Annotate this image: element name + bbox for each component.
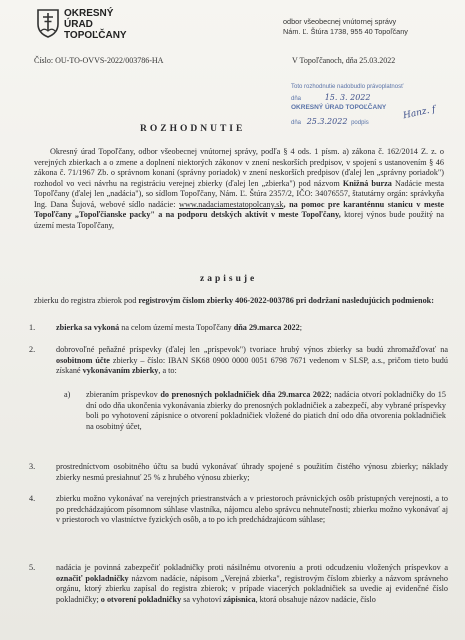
- department-name: odbor všeobecnej vnútornej správy: [283, 17, 397, 26]
- condition-bold: zbierka sa vykoná: [56, 323, 120, 332]
- condition-text: , a to:: [158, 366, 177, 375]
- condition-text: , ktorá obsahuje názov nadácie, číslo: [255, 594, 376, 604]
- case-number: Číslo: OU-TO-OVVS-2022/003786-HA: [34, 56, 164, 65]
- condition-item-5: [56, 563, 448, 605]
- intro-paragraph: [34, 147, 444, 231]
- condition-text: dobrovoľné peňažné príspevky (ďalej len „príspevok") tvoriace hrubý výnos zbierky sa budú zhromažďovať na: [56, 345, 448, 354]
- stamp-line: Toto rozhodnutie nadobudlo právoplatnosť: [291, 84, 404, 90]
- item-number: 4.: [29, 494, 36, 503]
- condition-text: ; nadácia otvorí pokladničky do 15 dní odo dňa ukončenia vykonávania zbierky do prenosných pokladničiek a zabezpečí, aby vybrané príspevky boli po vyhotovení zápisnice o otvorení pokladničiek vložené do piatich dní odo dňa otvorenia pokladničiek na osobitný účet,: [86, 390, 446, 431]
- office-line: ÚRAD: [64, 19, 93, 30]
- document-title: ROZHODNUTIE: [140, 124, 246, 134]
- item-number: 2.: [29, 345, 36, 354]
- stamp-handwritten-date: 25.3.2022: [306, 117, 348, 126]
- condition-text: ;: [299, 323, 303, 332]
- condition-bold: do prenosných pokladničiek dňa 29.marca 2022: [160, 390, 330, 399]
- intro-collection-name: Knižná burza: [342, 178, 392, 188]
- registration-number: registrovým číslom zbierky 406-2022-003786 pri dodržaní nasledujúcich podmienok:: [138, 296, 434, 305]
- stamp-line: [291, 93, 371, 102]
- stamp-handwritten-date: 15. 3. 2022: [324, 93, 371, 102]
- intro-text: ktorej výnos bude použitý na území mesta Topoľčany,: [34, 210, 444, 230]
- department-address: [283, 17, 448, 37]
- registration-paragraph: [34, 296, 444, 307]
- condition-text: zbieraním príspevkov: [86, 390, 161, 399]
- condition-text: názvom nadácie, nápisom „Verejná zbierka", registrovým číslom zbierky a názvom správneho orgánu, ktorý zbierku zapísal do registra zbierok; v prípade viacerých pokladničiek sa uvedie aj evidenčné číslo pokladničky;: [56, 573, 448, 604]
- condition-item-3: prostredníctvom osobitného účtu sa budú vykonávať úhrady spojené s použitím čistého výnosu zbierky; náklady zbierky nesmú presiahnuť 25 % z hrubého výnosu zbierky;: [56, 462, 448, 482]
- condition-text: nadácia je povinná zabezpečiť pokladničky proti násilnému otvoreniu a proti odcudzeniu vložených príspevkov a: [56, 563, 448, 572]
- condition-text: sa vyhotoví: [181, 594, 224, 604]
- intro-text: Okresný úrad Topoľčany, odbor všeobecnej vnútornej správy, podľa § 4 ods. 1 písm. a) zákona č. 162/2014 Z. z. o verejných zbierkach a o zmene a doplnení niektorých zákonov v znení neskorších predpisov, v spojení s ustanovením § 46 zákona č. 71/1967 Zb. o správnom konaní (správny poriadok) v znení neskorších predpisov (ďalej len „správny poriadok") rozhodol vo veci návrhu na registráciu verejnej zbierky (ďalej len „zbierka") pod názvom: [34, 147, 444, 188]
- intro-text: Nadácie mesta Topoľčany (ďalej len „nadácia"), so sídlom Topoľčany, Nám. Ľ. Štúra 2357/2, IČO: 34076557, štatutárny orgán: správkyňa Ing. Dana Šujová, webové sídlo nadácie:: [34, 178, 444, 209]
- stamp-prefix: dňa: [291, 120, 302, 126]
- stamp-line: [291, 117, 369, 126]
- condition-subitem-a: [86, 390, 446, 432]
- department-street: Nám. Ľ. Štúra 1738, 955 40 Topoľčany: [283, 27, 408, 36]
- office-name: [64, 8, 127, 41]
- condition-item-4: zbierku možno vykonávať na verejných priestranstvách a v priestoroch právnických osôb prístupných verejnosti, a to po predchádzajúcom písomnom súhlase vlastníka, nájomcu alebo správcu nehnuteľnosti; zbierku možno vykonávať aj v priestoroch vo vlastníctve fyzických osôb, a to po ich predchádzajúcom súhlase;: [56, 494, 448, 524]
- condition-bold: zápisnica: [223, 594, 256, 604]
- stamp-office: OKRESNÝ ÚRAD TOPOĽČANY: [291, 104, 387, 111]
- stamp-prefix: dňa: [291, 96, 302, 102]
- coat-of-arms-icon: [36, 8, 60, 38]
- foundation-website-link[interactable]: www.nadaciamestatopolcany.sk: [179, 199, 284, 209]
- condition-text: na celom území mesta Topoľčany: [119, 323, 234, 332]
- condition-item-2: [56, 345, 448, 377]
- condition-bold: vykonávaním zbierky: [82, 366, 159, 375]
- item-number: 3.: [29, 462, 36, 471]
- place-date: V Topoľčanoch, dňa 25.03.2022: [292, 56, 396, 65]
- intro-purpose: , na pomoc pre karanténnu stanicu v meste Topoľčany „Topoľčianske packy" a na podporu detských aktivít v meste Topoľčany,: [34, 199, 444, 219]
- condition-bold: označiť pokladničky: [56, 573, 129, 583]
- signature: Hanz. f: [402, 104, 437, 122]
- section-heading-zapisuje: zapisuje: [200, 274, 258, 284]
- condition-bold: o otvorení pokladničky: [100, 594, 182, 604]
- stamp-signature-label: podpis: [351, 120, 369, 126]
- condition-bold: dňa 29.marca 2022: [233, 323, 300, 332]
- item-number: 5.: [29, 563, 36, 572]
- registration-text: zbierku do registra zbierok pod: [34, 296, 139, 305]
- condition-text: zbierky – číslo: IBAN SK68 0900 0000 0051 6798 7671 vedenom v SLSP, a.s., pričom tieto budú získané: [56, 355, 448, 375]
- legal-force-stamp: [291, 84, 441, 142]
- condition-bold: osobitnom účte: [56, 355, 110, 365]
- item-number: 1.: [29, 323, 36, 332]
- office-line: TOPOĽČANY: [64, 30, 127, 41]
- subitem-letter: a): [64, 390, 71, 399]
- office-line: OKRESNÝ: [64, 8, 114, 19]
- condition-item-1: [56, 323, 448, 334]
